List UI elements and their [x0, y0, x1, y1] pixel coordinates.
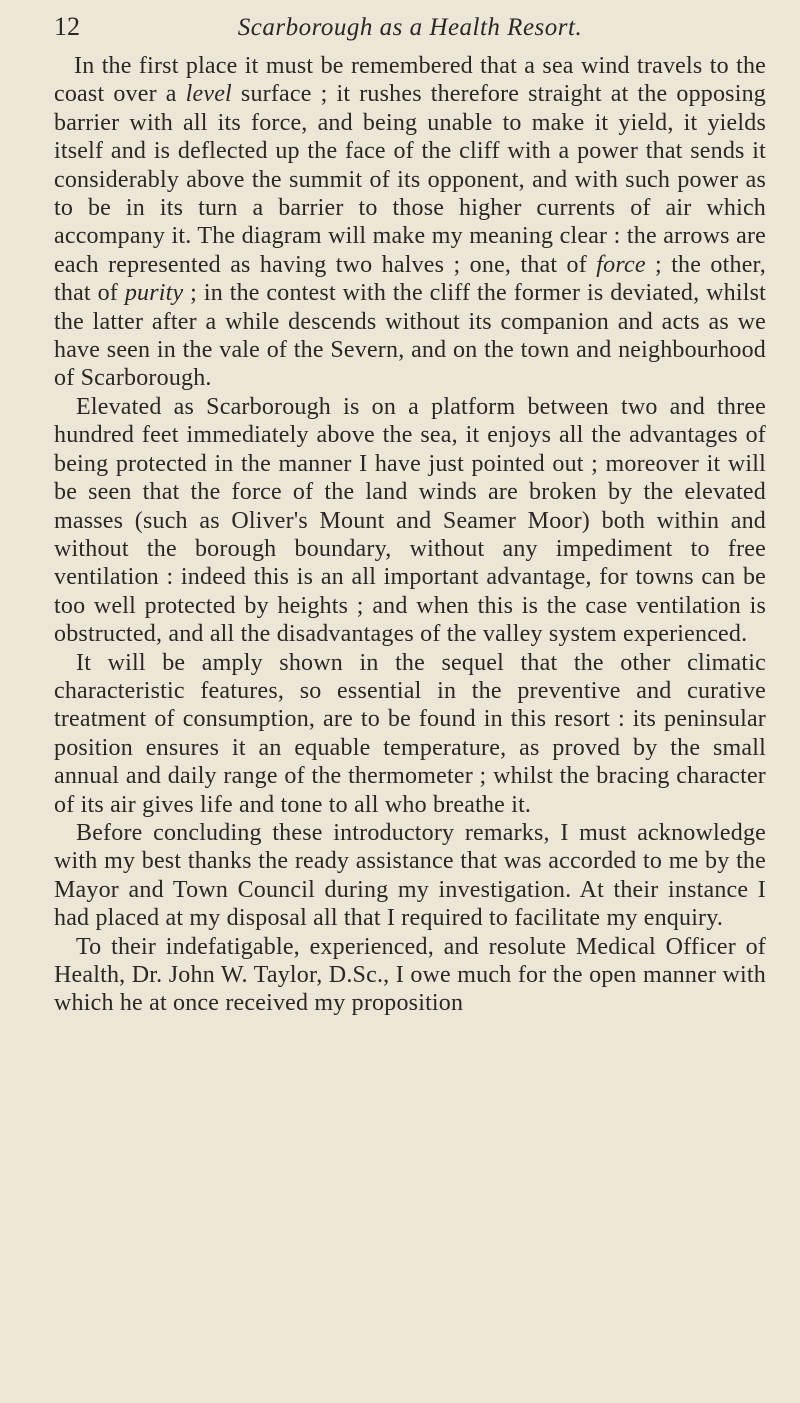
page-number: 12: [54, 12, 80, 41]
paragraph-elevation: Elevated as Scarborough is on a platform between two and three hundred feet immediately above the sea, it enjoys all the advantages of being protected in the manner I have just pointed out ; moreover it will be seen that the force of the land winds are broken by the elevated masses (such as Oliver's Mount and Seamer Moor) both within and without the borough boundary, without any impediment to free ventilation : indeed this is an all important advantage, for towns can be too well protected by heights ; and when this is the case ventilation is obstructed, and all the disadvantages of the valley system experienced.: [54, 393, 766, 648]
paragraph-text: ; the other, that of: [54, 251, 766, 307]
paragraph-climate: It will be amply shown in the sequel that the other climatic characteristic features, so essential in the preventive and curative treatment of consumption, are to be found in this resort : its peninsular position ensures it an equable temperature, as proved by the small annual and daily range of the thermometer ; whilst the bracing character of its air gives life and tone to all who breathe it.: [54, 649, 766, 818]
paragraph-text: In the first place it must be remembered that a sea wind travels to the coast over a: [54, 53, 766, 108]
emphasis-force: force: [596, 251, 646, 278]
paragraph-sea-wind: [54, 52, 766, 393]
page-header: [54, 12, 766, 52]
body-text: [54, 52, 766, 1018]
paragraph-text: surface ; it rushes therefore straight at the opposing barrier with all its force, and being unable to make it yield, it yields itself and is deflected up the face of the cliff with a power that sends it considerably above the summit of its opponent, and with such power as to be in its turn a barrier to those higher currents of air which accompany it. The diagram will make my meaning clear : the arrows are each represented as having two halves ; one, that of: [54, 81, 766, 278]
running-title: Scarborough as a Health Resort.: [237, 14, 583, 41]
emphasis-level: level: [185, 81, 232, 108]
paragraph-medical-officer: To their indefatigable, experienced, and resolute Medical Officer of Health, Dr. John W. Taylor, D.Sc., I owe much for the open manner with which he at once received my proposition: [54, 933, 766, 1017]
paragraph-acknowledgement: Before concluding these introductory remarks, I must acknowledge with my best thanks the ready assistance that was accorded to me by the Mayor and Town Council during my investigation. At their instance I had placed at my disposal all that I required to facilitate my enquiry.: [54, 819, 766, 932]
emphasis-purity: purity: [124, 280, 184, 307]
paragraph-text: ; in the contest with the cliff the former is deviated, whilst the latter after a while descends without its companion and acts as we have seen in the vale of the Severn, and on the town and neighbourhood of Scarborough.: [54, 280, 767, 392]
